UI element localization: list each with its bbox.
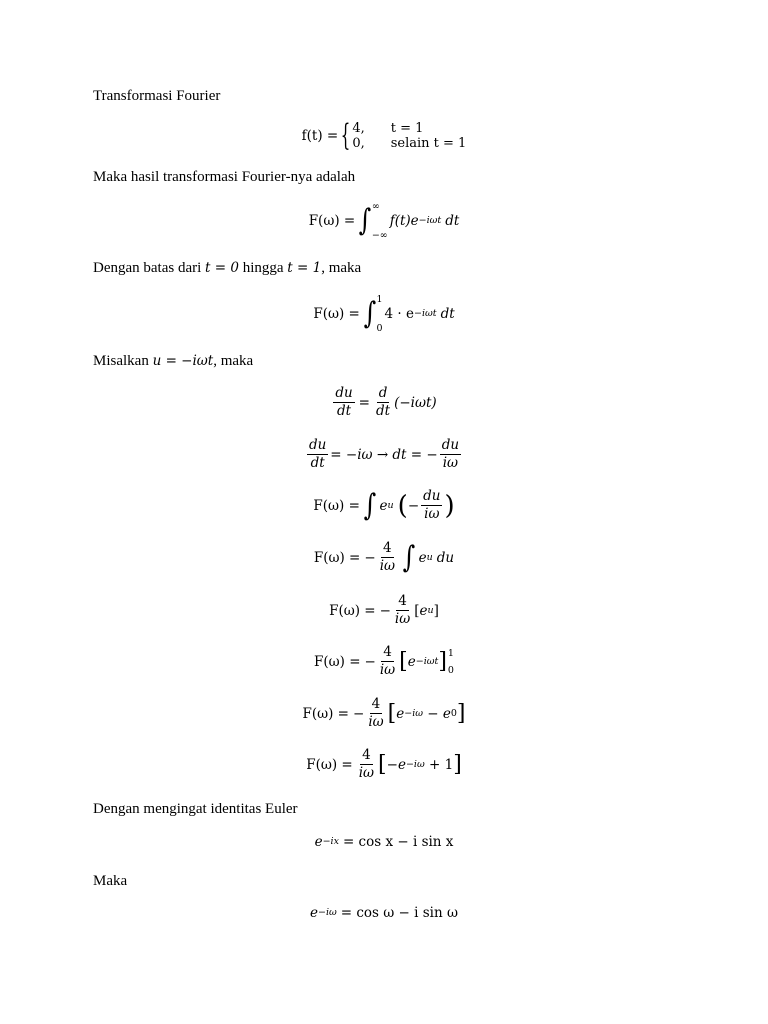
upper-limit: 1 xyxy=(376,294,383,305)
Fw-label: F(ω) = xyxy=(313,497,360,514)
minus: − xyxy=(364,653,376,670)
lower-limit: 0 xyxy=(447,664,454,676)
numerator: du xyxy=(441,437,460,453)
base: e xyxy=(314,834,323,850)
denominator: iω xyxy=(442,455,459,471)
Fw-label: F(ω) = xyxy=(329,602,376,619)
chain-expression: = −iω → dt = − xyxy=(330,446,438,463)
paragraph-maka: Maka xyxy=(93,873,128,889)
case1-value: 4, xyxy=(352,121,365,136)
lower-limit: 0 xyxy=(376,323,383,334)
denominator: dt xyxy=(336,403,352,419)
minus: − xyxy=(379,602,391,619)
numerator: 4 xyxy=(371,696,381,712)
numerator: d xyxy=(378,385,388,401)
numerator: 4 xyxy=(362,747,371,763)
base: e xyxy=(419,602,428,619)
piecewise-equation xyxy=(0,118,768,153)
equals: = xyxy=(358,394,370,411)
numerator: 4 xyxy=(398,593,407,609)
upper-limit: 1 xyxy=(447,647,454,659)
step-equation-4: F(ω) = − $\frac{4}{i\omega}$ [ e −iω − e 0 ] xyxy=(302,696,466,730)
integral-icon: ∫ xyxy=(363,487,376,523)
Fw-label: F(ω) = xyxy=(314,653,361,670)
Fw-label: F(ω) = xyxy=(306,756,353,773)
numerator: 4 xyxy=(383,644,392,660)
paragraph-substitution xyxy=(93,352,253,370)
minus: − xyxy=(364,549,376,566)
differential: du xyxy=(436,549,455,566)
sub-def: u = −iωt xyxy=(152,353,214,369)
heading-text: Transformasi Fourier xyxy=(93,88,221,104)
denominator: iω xyxy=(379,558,396,574)
step-equation-2: F(ω) = − $\frac{4}{i\omega}$ [ e u ] xyxy=(329,593,439,627)
expression: (−iωt) xyxy=(394,394,437,411)
bounds-t1: t = 1 xyxy=(287,260,322,276)
lower-limit: −∞ xyxy=(371,230,388,241)
bounds-t0: t = 0 xyxy=(205,260,239,276)
integral xyxy=(362,294,383,334)
paragraph-bounds xyxy=(93,259,361,277)
ft-label: f(t) = xyxy=(301,128,339,144)
substituted-integral: F(ω) = ∫ e u ( − $\frac{du}{i\omega}$ ) xyxy=(313,487,455,523)
differential: dt xyxy=(445,213,460,229)
numerator: du xyxy=(423,488,441,504)
numerator: du xyxy=(335,385,353,401)
base: e xyxy=(379,497,388,514)
integral-icon: ∫ xyxy=(402,539,416,575)
upper-limit: ∞ xyxy=(371,201,380,212)
denominator: iω xyxy=(368,714,384,730)
brace-icon: { xyxy=(341,118,351,153)
denominator: iω xyxy=(424,506,440,522)
cases xyxy=(338,118,467,153)
denominator: dt xyxy=(375,403,391,419)
bounds-text-b: hingga xyxy=(238,260,288,276)
step-equation-3: F(ω) = − $\frac{4}{i\omega}$ [ e −iωt ] 1 0 xyxy=(314,644,454,678)
integrand: 4 · e xyxy=(384,306,414,322)
base: e xyxy=(407,653,416,670)
integrand: f(t)e xyxy=(389,213,419,229)
denominator: iω xyxy=(379,662,396,678)
euler-identity: e −ix = cos x − i sin x xyxy=(314,834,454,850)
minus: − xyxy=(407,497,420,514)
numerator: 4 xyxy=(383,540,392,556)
sub-text-b: , maka xyxy=(213,353,254,369)
paragraph-result: Maka hasil transformasi Fourier-nya adalah xyxy=(93,169,356,185)
paragraph-euler: Dengan mengingat identitas Euler xyxy=(93,801,298,817)
base: e xyxy=(396,705,405,722)
case2-condition: selain t = 1 xyxy=(390,136,467,151)
numerator: du xyxy=(308,437,327,453)
integral-bounded: F(ω) = ∫ 1 0 4 · e −iωt dt xyxy=(313,294,455,334)
bounds-text-a: Dengan batas dari xyxy=(93,260,206,276)
plus-one: + 1 xyxy=(424,756,454,773)
case2-value: 0, xyxy=(352,136,365,151)
denominator: iω xyxy=(358,765,375,781)
integral xyxy=(357,201,388,241)
integral-icon: ∫ xyxy=(363,296,376,331)
euler-rhs: = cos x − i sin x xyxy=(342,834,454,850)
Fw-label: F(ω) = xyxy=(308,213,356,229)
derivative-equation xyxy=(0,386,768,419)
case1-condition: t = 1 xyxy=(390,121,424,136)
fourier-definition: F(ω) = ∫ ∞ −∞ f(t)e −iωt dt xyxy=(308,201,460,241)
sub-text-a: Misalkan xyxy=(93,353,153,369)
step-equation-5: F(ω) = $\frac{4}{i\omega}$ [ −e −iω + 1 ] xyxy=(306,747,462,781)
denominator: iω xyxy=(394,611,411,627)
base: e xyxy=(309,905,318,921)
euler2-rhs: = cos ω − i sin ω xyxy=(340,905,458,921)
differential: dt xyxy=(440,306,455,322)
integral-icon: ∫ xyxy=(358,203,372,238)
denominator: dt xyxy=(310,455,325,471)
minus-e: − e xyxy=(422,705,451,722)
euler-identity-omega: e −iω = cos ω − i sin ω xyxy=(309,905,458,921)
minus: − xyxy=(353,705,365,722)
Fw-label: F(ω) = xyxy=(302,705,349,722)
step-equation-1: F(ω) = − $\frac{4}{i\omega}$ ∫ e u du xyxy=(313,539,455,575)
base: e xyxy=(418,549,427,566)
bounds-text-c: , maka xyxy=(321,260,362,276)
base: −e xyxy=(386,756,406,773)
Fw-label: F(ω) = xyxy=(313,306,360,322)
Fw-label: F(ω) = xyxy=(313,549,361,566)
chain-equation xyxy=(0,438,768,471)
